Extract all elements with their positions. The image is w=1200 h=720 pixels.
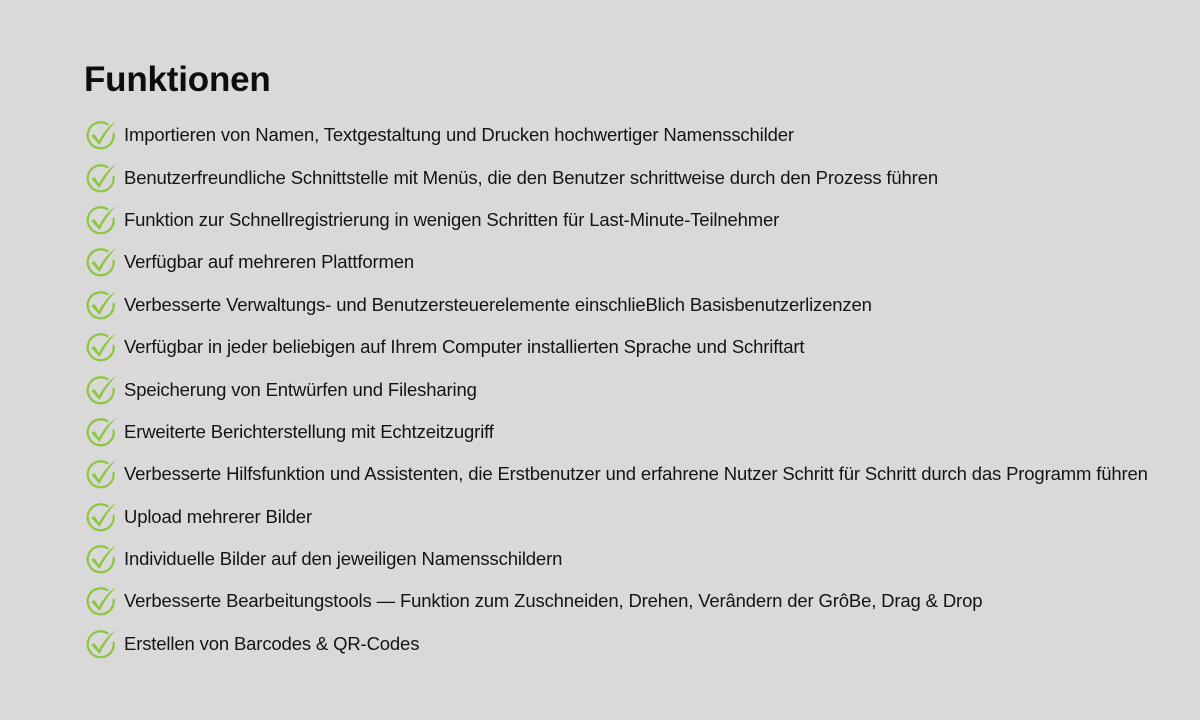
check-circle-icon bbox=[84, 246, 118, 278]
feature-item bbox=[84, 496, 1196, 538]
check-circle-icon bbox=[84, 458, 118, 490]
check-circle-icon bbox=[84, 331, 118, 363]
check-circle-icon bbox=[84, 585, 118, 617]
check-circle-icon bbox=[84, 119, 118, 151]
feature-item bbox=[84, 411, 1196, 453]
feature-item bbox=[84, 114, 1196, 156]
feature-text: Upload mehrerer Bilder bbox=[124, 505, 312, 527]
feature-text: Verbesserte Bearbeitungstools — Funktion zum Zuschneiden, Drehen, Verândern der GrôBe, Drag & Drop bbox=[124, 590, 983, 612]
feature-text: Erstellen von Barcodes & QR-Codes bbox=[124, 632, 420, 654]
feature-item bbox=[84, 241, 1196, 283]
check-circle-icon bbox=[84, 543, 118, 575]
check-circle-icon bbox=[84, 289, 118, 321]
feature-item bbox=[84, 199, 1196, 241]
feature-item bbox=[84, 284, 1196, 326]
feature-list bbox=[84, 114, 1196, 665]
check-circle-icon bbox=[84, 204, 118, 236]
feature-item bbox=[84, 156, 1196, 198]
feature-item bbox=[84, 326, 1196, 368]
feature-text: Verfügbar auf mehreren Plattformen bbox=[124, 251, 415, 273]
feature-text: Erweiterte Berichterstellung mit Echtzeitzugriff bbox=[124, 420, 494, 442]
page-title: Funktionen bbox=[84, 60, 271, 99]
feature-item bbox=[84, 368, 1196, 410]
feature-text: Importieren von Namen, Textgestaltung und Drucken hochwertiger Namensschilder bbox=[124, 124, 794, 146]
feature-text: Verbesserte Verwaltungs- und Benutzersteuerelemente einschlieBlich Basisbenutzerlizenzen bbox=[124, 293, 872, 315]
feature-text: Individuelle Bilder auf den jeweiligen Namensschildern bbox=[124, 548, 563, 570]
feature-text: Verbesserte Hilfsfunktion und Assistenten, die Erstbenutzer und erfahrene Nutzer Schritt für Schritt durch das Programm führen bbox=[124, 463, 1148, 485]
check-circle-icon bbox=[84, 162, 118, 194]
feature-text: Benutzerfreundliche Schnittstelle mit Menüs, die den Benutzer schrittweise durch den Prozess führen bbox=[124, 166, 938, 188]
check-circle-icon bbox=[84, 416, 118, 448]
feature-text: Verfügbar in jeder beliebigen auf Ihrem Computer installierten Sprache und Schriftart bbox=[124, 336, 805, 358]
feature-item bbox=[84, 453, 1196, 495]
check-circle-icon bbox=[84, 628, 118, 660]
check-circle-icon bbox=[84, 501, 118, 533]
feature-item bbox=[84, 538, 1196, 580]
feature-text: Speicherung von Entwürfen und Filesharing bbox=[124, 378, 477, 400]
feature-item bbox=[84, 580, 1196, 622]
features-section bbox=[84, 58, 1196, 665]
check-circle-icon bbox=[84, 374, 118, 406]
feature-item bbox=[84, 623, 1196, 665]
feature-text: Funktion zur Schnellregistrierung in wenigen Schritten für Last-Minute-Teilnehmer bbox=[124, 208, 780, 230]
